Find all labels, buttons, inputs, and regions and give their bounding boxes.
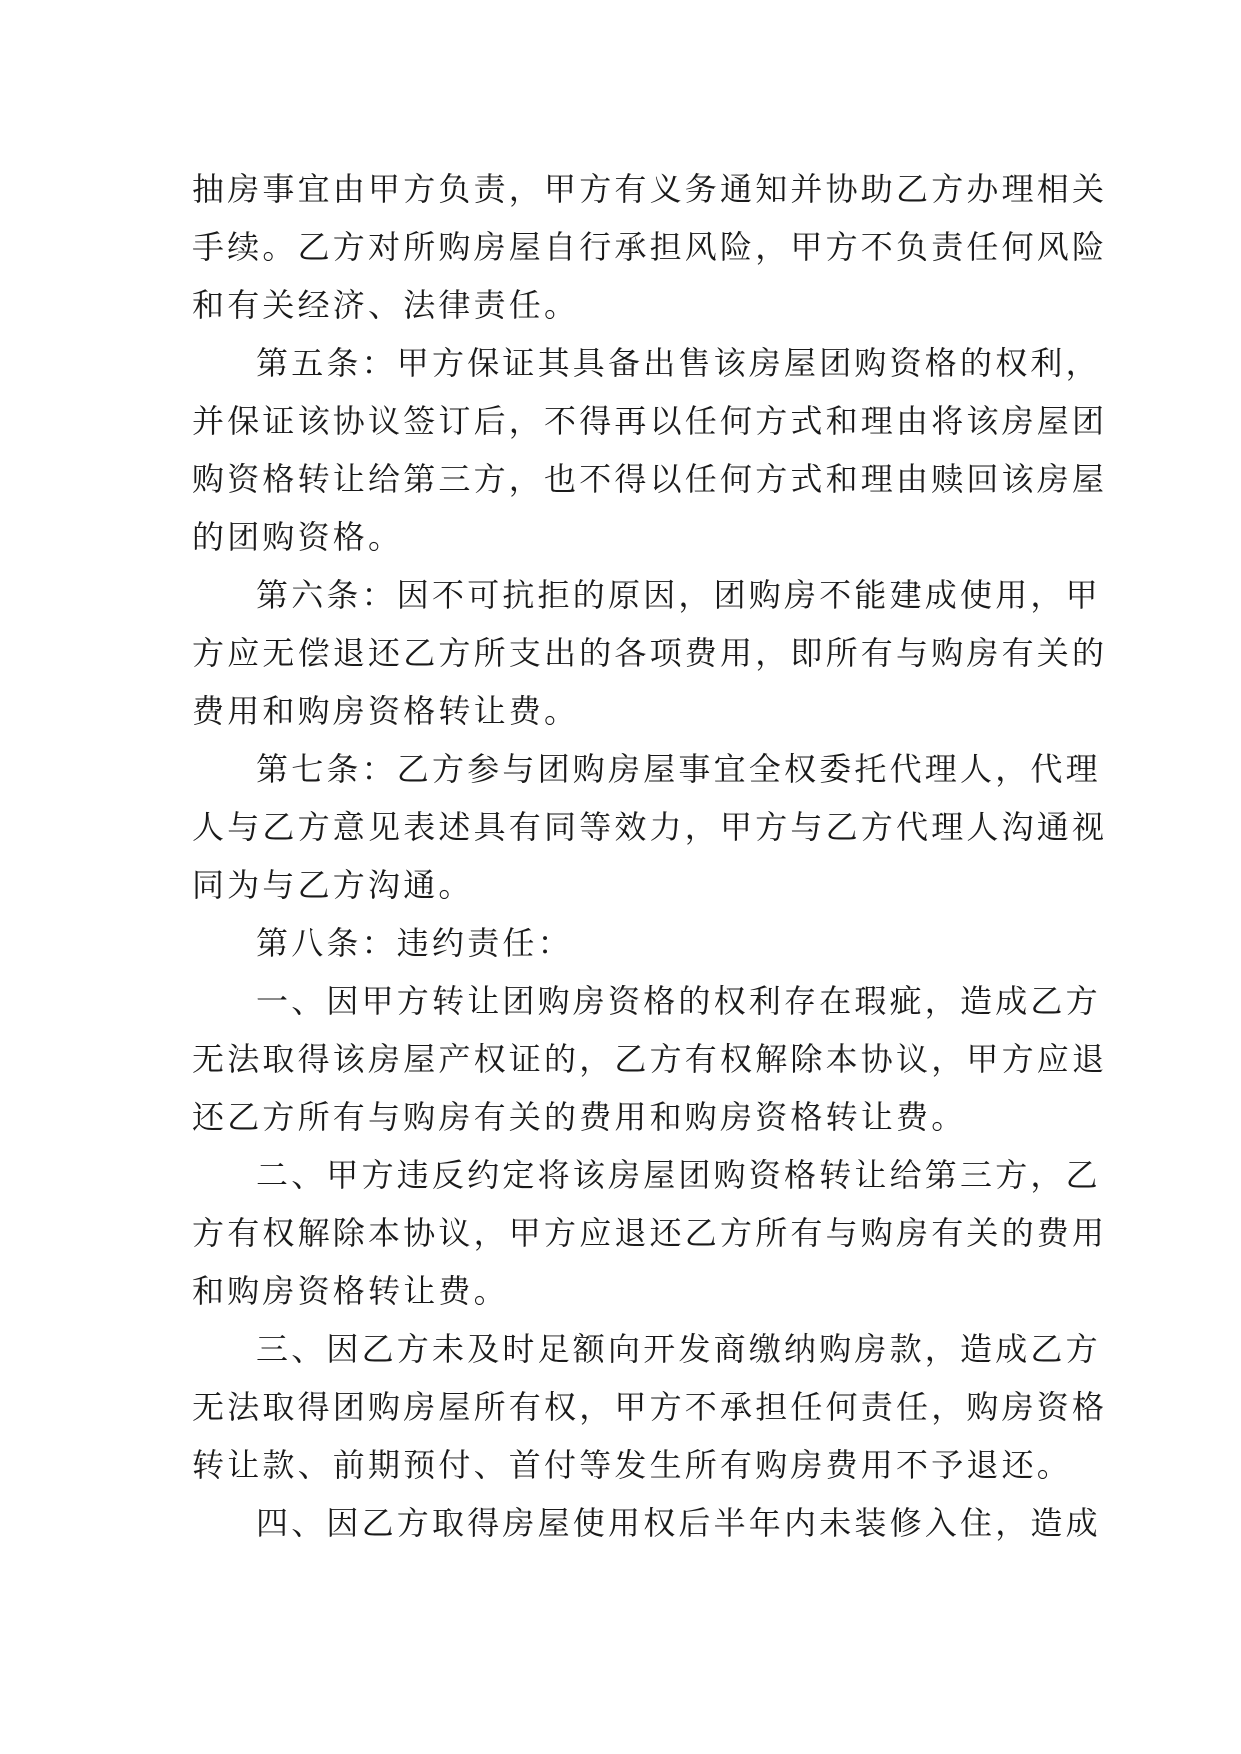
text-line: 第六条：因不可抗拒的原因，团购房不能建成使用，甲 xyxy=(256,576,1101,614)
text-line: 转让款、前期预付、首付等发生所有购房费用不予退还。 xyxy=(192,1446,1073,1484)
text-line: 三、因乙方未及时足额向开发商缴纳购房款，造成乙方 xyxy=(256,1330,1101,1368)
text-line: 的团购资格。 xyxy=(192,518,404,556)
text-line: 第五条：甲方保证其具备出售该房屋团购资格的权利， xyxy=(256,344,1101,382)
text-line: 四、因乙方取得房屋使用权后半年内未装修入住，造成 xyxy=(256,1504,1101,1542)
text-line: 费用和购房资格转让费。 xyxy=(192,692,580,730)
text-line: 二、甲方违反约定将该房屋团购资格转让给第三方，乙 xyxy=(256,1156,1101,1194)
text-line: 方有权解除本协议，甲方应退还乙方所有与购房有关的费用 xyxy=(192,1214,1108,1252)
text-line: 人与乙方意见表述具有同等效力，甲方与乙方代理人沟通视 xyxy=(192,808,1108,846)
text-line: 无法取得该房屋产权证的，乙方有权解除本协议，甲方应退 xyxy=(192,1040,1108,1078)
text-line: 无法取得团购房屋所有权，甲方不承担任何责任，购房资格 xyxy=(192,1388,1108,1426)
text-line: 并保证该协议签订后，不得再以任何方式和理由将该房屋团 xyxy=(192,402,1108,440)
text-line: 还乙方所有与购房有关的费用和购房资格转让费。 xyxy=(192,1098,967,1136)
text-line: 和购房资格转让费。 xyxy=(192,1272,509,1310)
text-line: 同为与乙方沟通。 xyxy=(192,866,474,904)
text-line: 手续。乙方对所购房屋自行承担风险，甲方不负责任何风险 xyxy=(192,228,1108,266)
document-body xyxy=(192,160,1108,1552)
text-line: 一、因甲方转让团购房资格的权利存在瑕疵，造成乙方 xyxy=(256,982,1101,1020)
text-line: 方应无偿退还乙方所支出的各项费用，即所有与购房有关的 xyxy=(192,634,1108,672)
text-line: 和有关经济、法律责任。 xyxy=(192,286,580,324)
text-line: 第八条：违约责任： xyxy=(256,924,573,962)
text-line: 第七条：乙方参与团购房屋事宜全权委托代理人，代理 xyxy=(256,750,1101,788)
text-line: 购资格转让给第三方，也不得以任何方式和理由赎回该房屋 xyxy=(192,460,1108,498)
text-line: 抽房事宜由甲方负责，甲方有义务通知并协助乙方办理相关 xyxy=(192,170,1108,208)
